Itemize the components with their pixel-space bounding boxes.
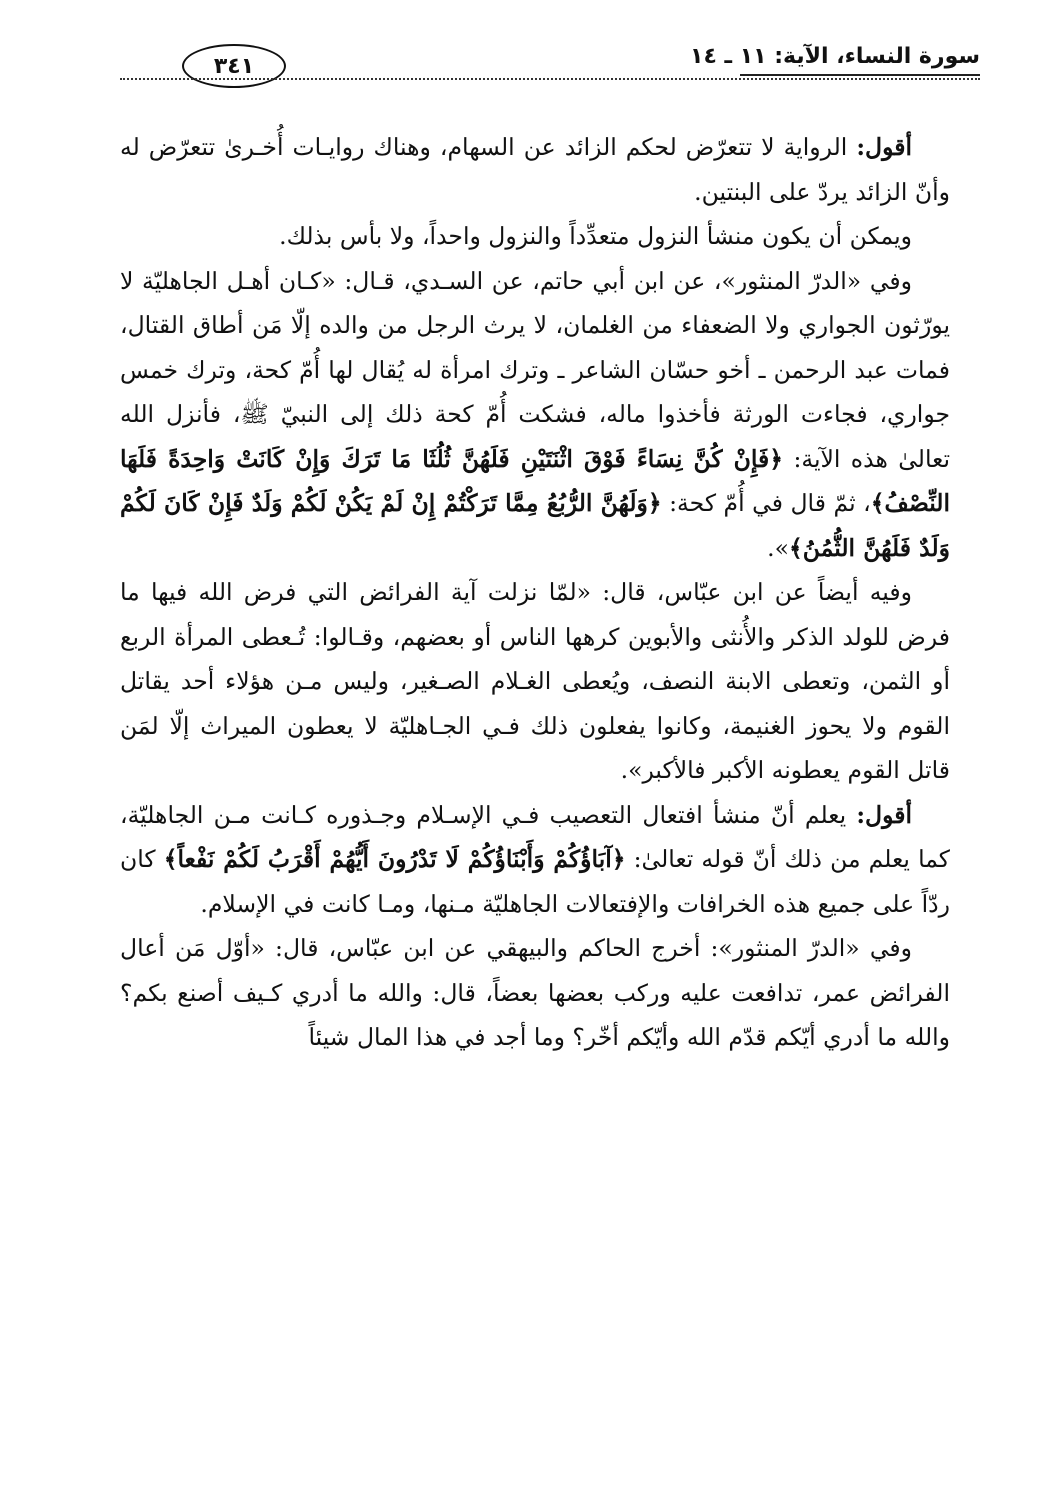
page-header (120, 38, 980, 98)
paragraph-text: الرواية لا تتعرّض لحكم الزائد عن السهام، وهناك روايـات أُخـرىٰ تتعرّض له وأنّ الزائد يردّ على البنتين. (120, 133, 950, 206)
paragraph (120, 793, 950, 927)
paragraph: وفي «الدرّ المنثور»: أخرج الحاكم والبيهقي عن ابن عبّاس، قال: «أوّل مَن أعال الفرائض عمر، تدافعت عليه وركب بعضها بعضاً، قال: والله ما أدري كـيف أصنع بكم؟ والله ما أدري أيّكم قدّم الله وأيّكم أخّر؟ وما أجد في هذا المال شيئاً (120, 934, 950, 1051)
paragraph: ويمكن أن يكون منشأ النزول متعدِّداً والنزول واحداً، ولا بأس بذلك. (279, 222, 912, 250)
paragraph-text: يعلم أنّ منشأ افتعال التعصيب فـي الإسـلام وجـذوره كـانت مـن الجاهليّة، كما يعلم من ذلك أنّ قوله تعالىٰ: (120, 800, 950, 873)
page-number: ٣٤١ (182, 44, 286, 88)
quran-verse: ﴿آبَاؤُكُمْ وَأَبْنَاؤُكُمْ لَا تَدْرُونَ أَيُّهُمْ أَقْرَبُ لَكُمْ نَفْعاً﴾ (163, 845, 626, 873)
quran-verse: ﴿فَإِنْ كُنَّ نِسَاءً فَوْقَ اثْنَتَيْنِ فَلَهُنَّ ثُلُثَا مَا تَرَكَ وَإِنْ كَانَتْ وَاحِدَةً فَلَهَا النِّصْفُ﴾ (120, 444, 950, 517)
paragraph: وفيه أيضاً عن ابن عبّاس، قال: «لمّا نزلت آية الفرائض التي فرض الله فيها ما فرض للولد الذكر والأُنثى والأبوين كرهها الناس أو بعضهم، وقـالوا: تُـعطى المرأة الربع أو الثمن، وتعطى الابنة النصف، ويُعطى الغـلام الصـغير، وليس مـن هؤلاء أحد يقاتل القوم ولا يحوز الغنيمة، وكانوا يفعلون ذلك فـي الجـاهليّة لا يعطون الميراث إلّا لمَن قاتل القوم يعطونه الأكبر فالأكبر». (120, 578, 950, 784)
paragraph (120, 125, 950, 214)
paragraph-text: وفي «الدرّ المنثور»، عن ابن أبي حاتم، عن السـدي، قـال: «كـان أهـل الجاهليّة لا يورّثون الجواري ولا الضعفاء من الغلمان، لا يرث الرجل من والده إلّا مَن أطاق القتال، فمات عبد الرحمن ـ أخو حسّان الشاعر ـ وترك امرأة له يُقال لها أُمّ كحة، وترك خمس جواري، فجاءت الورثة فأخذوا ماله، فشكت أُمّ كحة ذلك إلى النبيّ ﷺ، فأنزل الله تعالىٰ هذه الآية: (120, 266, 950, 473)
running-title: سورة النساء، الآية: ١١ ـ ١٤ (690, 44, 980, 69)
page-body (120, 125, 950, 1060)
paragraph-text: كان ردّاً على جميع هذه الخرافات والإفتعالات الجاهليّة مـنها، ومـا كانت في الإسلام. (120, 845, 950, 918)
paragraph (120, 259, 950, 571)
quran-verse: ﴿وَلَهُنَّ الرُّبُعُ مِمَّا تَرَكْتُمْ إِنْ لَمْ يَكُنْ لَكُمْ وَلَدٌ فَإِنْ كَانَ لَكُمْ وَلَدٌ فَلَهُنَّ الثُّمُنُ﴾ (120, 489, 950, 562)
header-divider (120, 78, 980, 80)
paragraph-lead: أقول: (856, 800, 912, 829)
paragraph-text: ». (767, 533, 790, 562)
title-underline (740, 74, 980, 76)
paragraph-lead: أقول: (856, 133, 912, 161)
paragraph-text: ، ثمّ قال في أُمّ كحة: (661, 489, 871, 517)
